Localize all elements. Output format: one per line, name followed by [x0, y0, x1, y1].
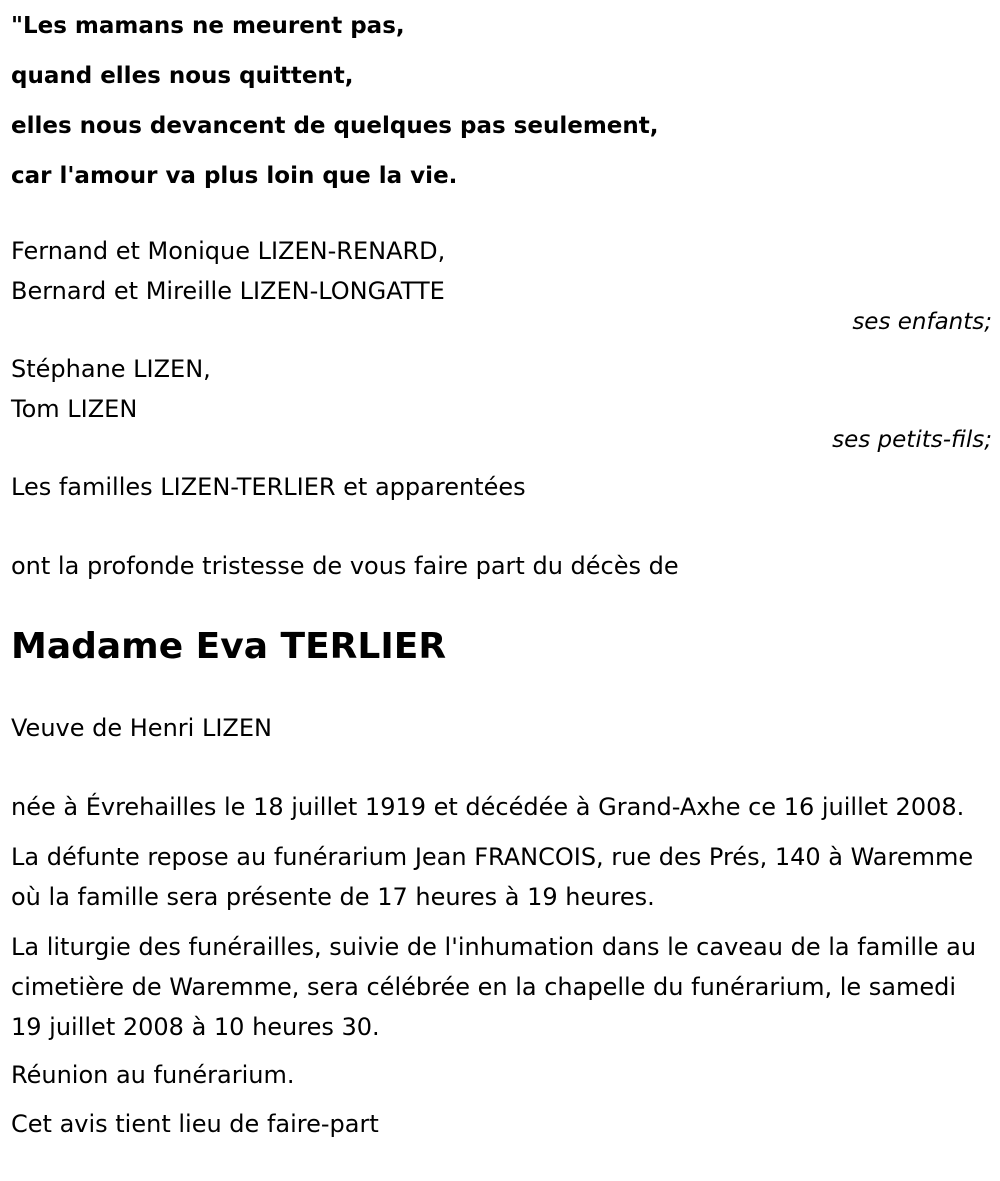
announcement-line: ont la profonde tristesse de vous faire part du décès de	[11, 552, 679, 580]
deceased-name: Madame Eva TERLIER	[11, 626, 447, 667]
children-block	[11, 231, 992, 334]
grandchild-name-2: Tom LIZEN	[11, 395, 138, 423]
meeting-line: Réunion au funérarium.	[11, 1061, 295, 1089]
liturgy-paragraph: La liturgie des funérailles, suivie de l'inhumation dans le caveau de la famille au cimetière de Waremme, sera célébrée en la chapelle du funérarium, le samedi 19 juillet 2008 à 10 heures 30.	[11, 933, 977, 1041]
birth-death-paragraph: née à Évrehailles le 18 juillet 1919 et décédée à Grand-Axhe ce 16 juillet 2008.	[11, 793, 965, 821]
quote-line-4: car l'amour va plus loin que la vie.	[11, 163, 458, 189]
obituary-notice	[11, 0, 992, 1144]
quote-line-2: quand elles nous quittent,	[11, 63, 354, 89]
families-line: Les familles LIZEN-TERLIER et apparentées	[11, 473, 526, 501]
grandchild-name-1: Stéphane LIZEN,	[11, 355, 211, 383]
grandchildren-block	[11, 349, 992, 452]
widow-of-line: Veuve de Henri LIZEN	[11, 714, 272, 742]
quote-block	[11, 1, 992, 201]
notice-line: Cet avis tient lieu de faire-part	[11, 1110, 379, 1138]
children-role: ses enfants;	[852, 309, 992, 335]
grandchildren-role: ses petits-fils;	[832, 427, 992, 453]
quote-line-1: "Les mamans ne meurent pas,	[11, 13, 405, 39]
child-name-2: Bernard et Mireille LIZEN-LONGATTE	[11, 277, 445, 305]
quote-line-3: elles nous devancent de quelques pas seulement,	[11, 113, 659, 139]
repose-paragraph: La défunte repose au funérarium Jean FRANCOIS, rue des Prés, 140 à Waremme où la famille sera présente de 17 heures à 19 heures.	[11, 843, 974, 911]
child-name-1: Fernand et Monique LIZEN-RENARD,	[11, 237, 446, 265]
